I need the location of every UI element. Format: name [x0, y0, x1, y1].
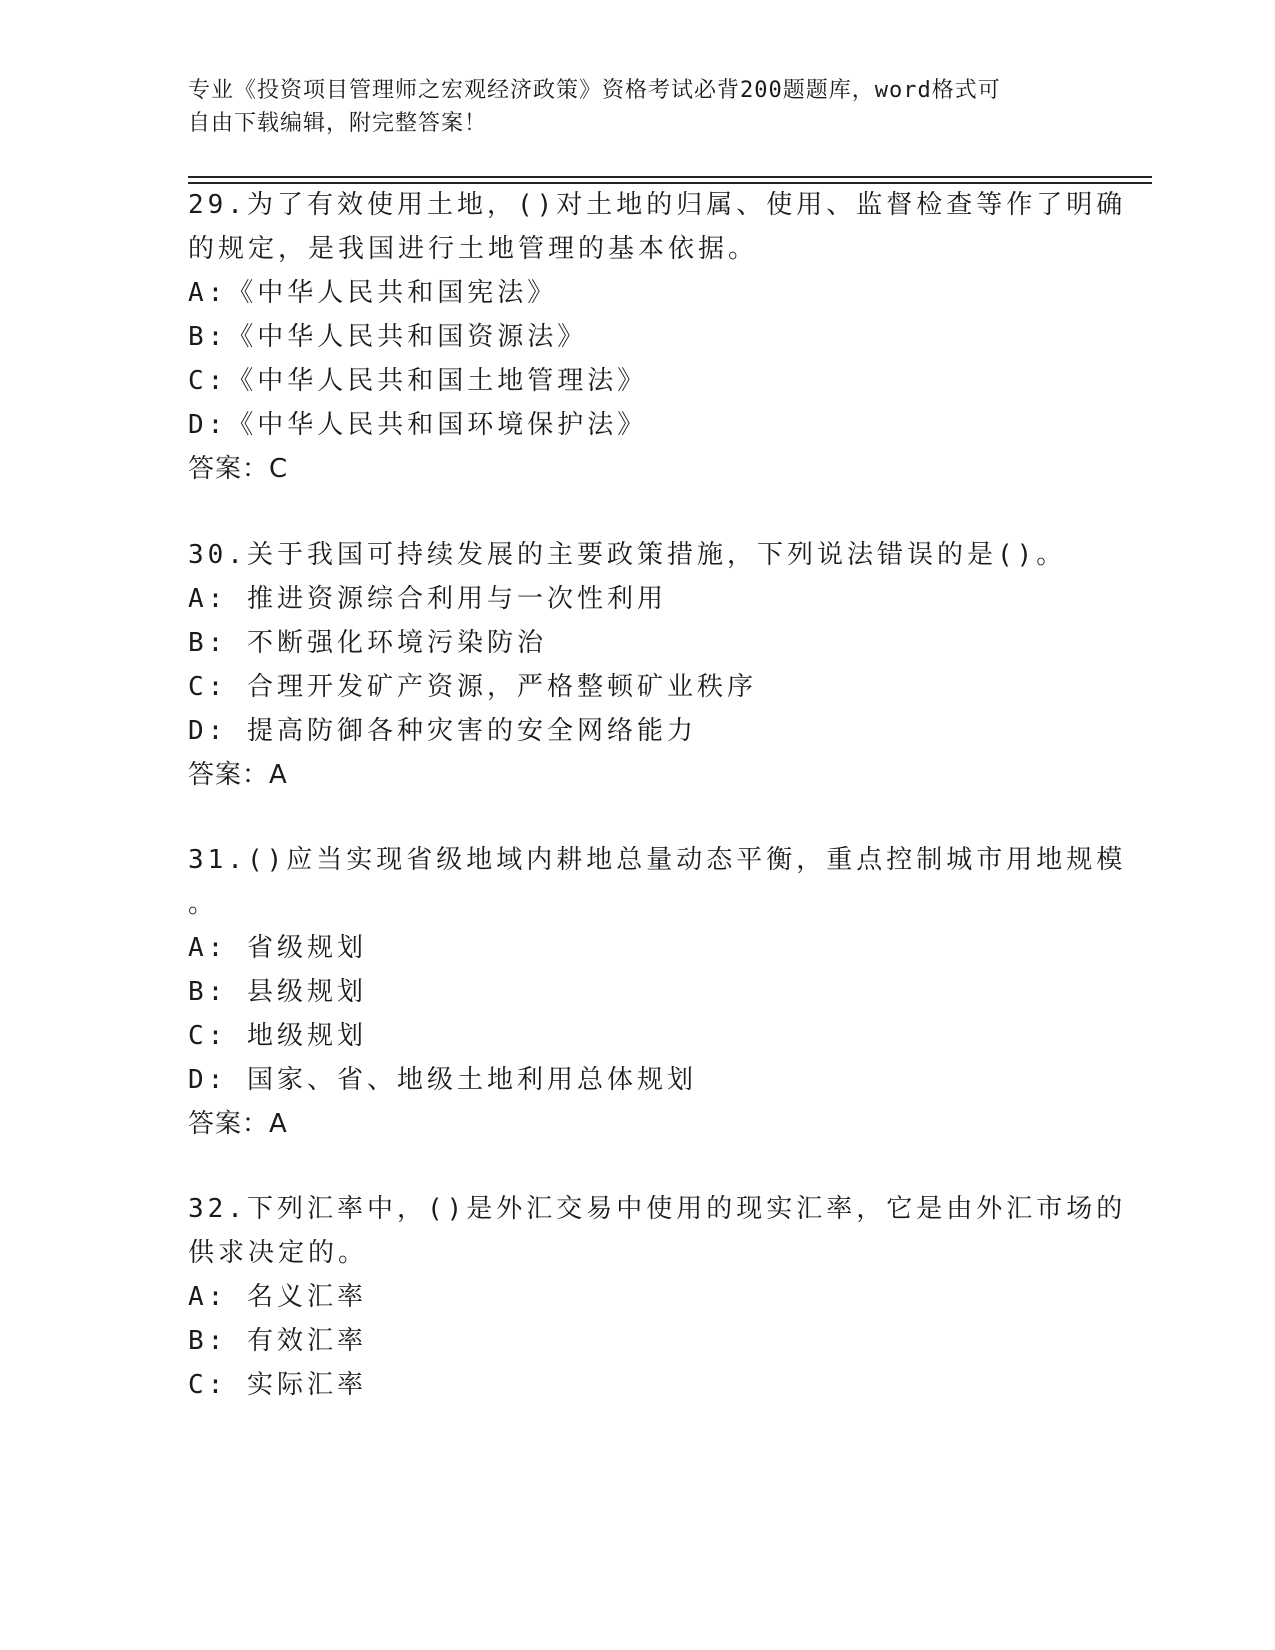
question-31-option-a: A: 省级规划 — [188, 933, 367, 963]
question-30-option-c: C: 合理开发矿产资源，严格整顿矿业秩序 — [188, 672, 757, 702]
question-29-stem-line-1: 29.为了有效使用土地，()对土地的归属、使用、监督检查等作了明确 — [188, 190, 1127, 220]
question-31-option-d: D: 国家、省、地级土地利用总体规划 — [188, 1065, 697, 1095]
question-29-answer: 答案：C — [188, 454, 289, 484]
question-32-option-a: A: 名义汇率 — [188, 1282, 367, 1312]
header-line-1: 专业《投资项目管理师之宏观经济政策》资格考试必背200题题库，word格式可 — [188, 78, 1001, 103]
question-32-option-b: B: 有效汇率 — [188, 1326, 367, 1356]
question-32-stem-line-2: 供求决定的。 — [188, 1238, 369, 1268]
question-29-option-a: A:《中华人民共和国宪法》 — [188, 278, 558, 308]
question-31-stem-line-1: 31.()应当实现省级地域内耕地总量动态平衡，重点控制城市用地规模 — [188, 845, 1127, 875]
question-29-option-b: B:《中华人民共和国资源法》 — [188, 322, 588, 352]
header-line-2: 自由下载编辑，附完整答案！ — [188, 111, 488, 136]
question-30-option-a: A: 推进资源综合利用与一次性利用 — [188, 584, 667, 614]
question-30-option-b: B: 不断强化环境污染防治 — [188, 628, 547, 658]
question-29-option-c: C:《中华人民共和国土地管理法》 — [188, 366, 648, 396]
header-rule-bottom — [188, 182, 1152, 184]
question-32-option-c: C: 实际汇率 — [188, 1370, 367, 1400]
header-rule-top — [188, 176, 1152, 178]
question-30-answer: 答案：A — [188, 760, 288, 790]
document-header — [188, 74, 1088, 140]
question-29-stem-line-2: 的规定，是我国进行土地管理的基本依据。 — [188, 234, 759, 264]
question-31-option-b: B: 县级规划 — [188, 977, 367, 1007]
question-30-option-d: D: 提高防御各种灾害的安全网络能力 — [188, 716, 697, 746]
question-31-stem-line-2: 。 — [188, 889, 219, 919]
question-29-option-d: D:《中华人民共和国环境保护法》 — [188, 410, 648, 440]
question-30-stem-line-1: 30.关于我国可持续发展的主要政策措施，下列说法错误的是()。 — [188, 540, 1067, 570]
question-31-option-c: C: 地级规划 — [188, 1021, 367, 1051]
question-31-answer: 答案：A — [188, 1109, 288, 1139]
question-32-stem-line-1: 32.下列汇率中，()是外汇交易中使用的现实汇率，它是由外汇市场的 — [188, 1194, 1127, 1224]
